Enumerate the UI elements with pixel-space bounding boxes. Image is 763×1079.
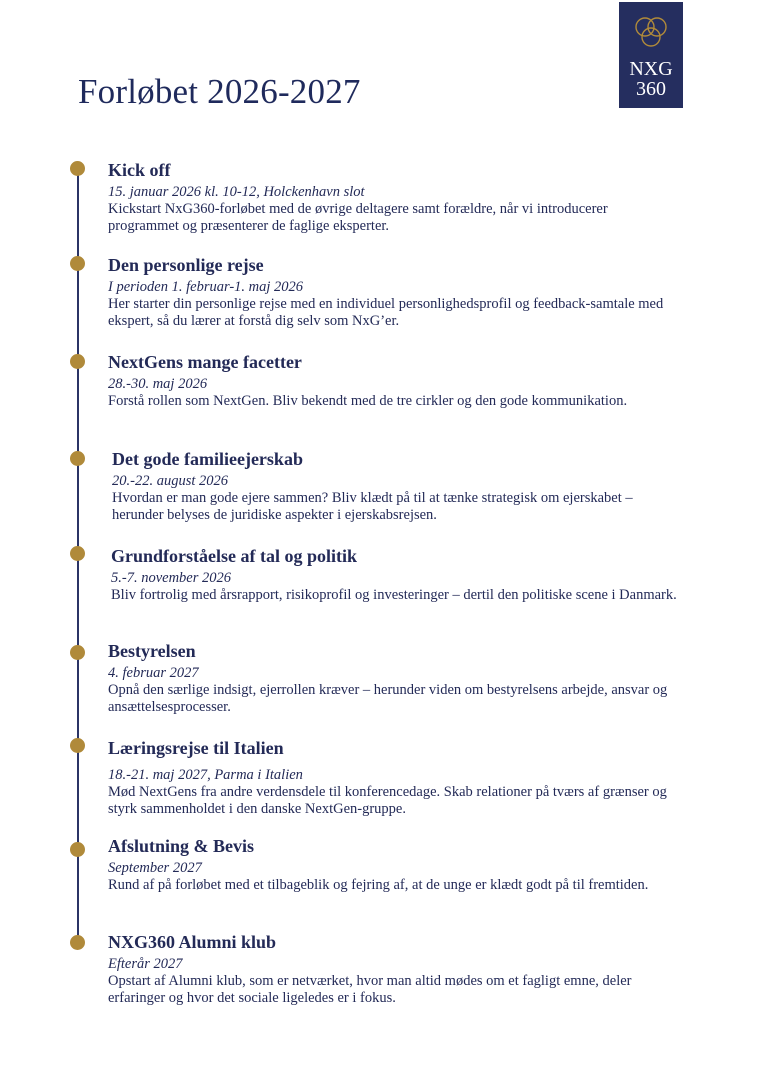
logo-line-2: 360: [636, 78, 666, 100]
item-description: Opstart af Alumni klub, som er netværket, hvor man altid mødes om et fagligt emne, deler erfaringer og hvor det sociale ligeledes er i fokus.: [108, 973, 632, 1006]
item-date: September 2027: [108, 860, 202, 876]
item-description: Kickstart NxG360-forløbet med de øvrige deltagere samt forældre, når vi introducerer programmet og præsenterer de faglige eksperter.: [108, 201, 608, 234]
timeline-dot: [70, 256, 85, 271]
timeline-dot: [70, 645, 85, 660]
item-description: Bliv fortrolig med årsrapport, risikoprofil og investeringer – dertil den politiske scene i Danmark.: [111, 587, 677, 603]
item-title: Afslutning & Bevis: [108, 836, 255, 856]
item-date: 28.-30. maj 2026: [108, 376, 208, 392]
item-date: 18.-21. maj 2027, Parma i Italien: [108, 767, 303, 783]
item-description: Rund af på forløbet med et tilbageblik og fejring af, at de unge er klædt godt på til fremtiden.: [108, 877, 649, 893]
item-description: Hvordan er man gode ejere sammen? Bliv klædt på til at tænke strategisk om ejerskabet – herunder belyses de juridiske aspekter i ejerskabsrejsen.: [112, 490, 633, 523]
timeline-dot: [70, 451, 85, 466]
timeline-dot: [70, 842, 85, 857]
item-title: NXG360 Alumni klub: [108, 932, 277, 952]
timeline-dot: [70, 935, 85, 950]
logo-line-1: NXG: [629, 58, 673, 80]
item-description: Opnå den særlige indsigt, ejerrollen kræver – herunder viden om bestyrelsens arbejde, ansvar og ansættelsesprocesser.: [108, 682, 668, 715]
timeline-dot: [70, 354, 85, 369]
item-date: 15. januar 2026 kl. 10-12, Holckenhavn slot: [108, 184, 365, 200]
item-date: 20.-22. august 2026: [112, 473, 228, 489]
page-title: Forløbet 2026-2027: [78, 72, 361, 111]
item-date: 4. februar 2027: [108, 665, 199, 681]
item-date: I perioden 1. februar-1. maj 2026: [108, 279, 304, 295]
item-description: Mød NextGens fra andre verdensdele til konferencedage. Skab relationer på tværs af grænser og styrk sammenholdet i den danske NextGen-gruppe.: [108, 784, 667, 817]
item-title: Grundforståelse af tal og politik: [111, 546, 357, 566]
timeline-dot: [70, 738, 85, 753]
item-description: Forstå rollen som NextGen. Bliv bekendt med de tre cirkler og den gode kommunikation.: [108, 393, 628, 409]
logo-text: [619, 59, 683, 99]
item-date: 5.-7. november 2026: [111, 570, 232, 586]
three-rings-icon: [634, 14, 668, 50]
item-description: Her starter din personlige rejse med en individuel personlighedsprofil og feedback-samtale med ekspert, så du lærer at forstå dig selv som NxG’er.: [108, 296, 664, 329]
item-title: Den personlige rejse: [108, 255, 264, 275]
timeline-dot: [70, 546, 85, 561]
item-date: Efterår 2027: [108, 956, 183, 972]
nxg360-logo: [619, 2, 683, 108]
item-title: Bestyrelsen: [108, 641, 196, 661]
item-title: Læringsrejse til Italien: [108, 738, 284, 758]
item-title: NextGens mange facetter: [108, 352, 302, 372]
item-title: Det gode familieejerskab: [112, 449, 303, 469]
timeline-dot: [70, 161, 85, 176]
item-title: Kick off: [108, 160, 171, 180]
